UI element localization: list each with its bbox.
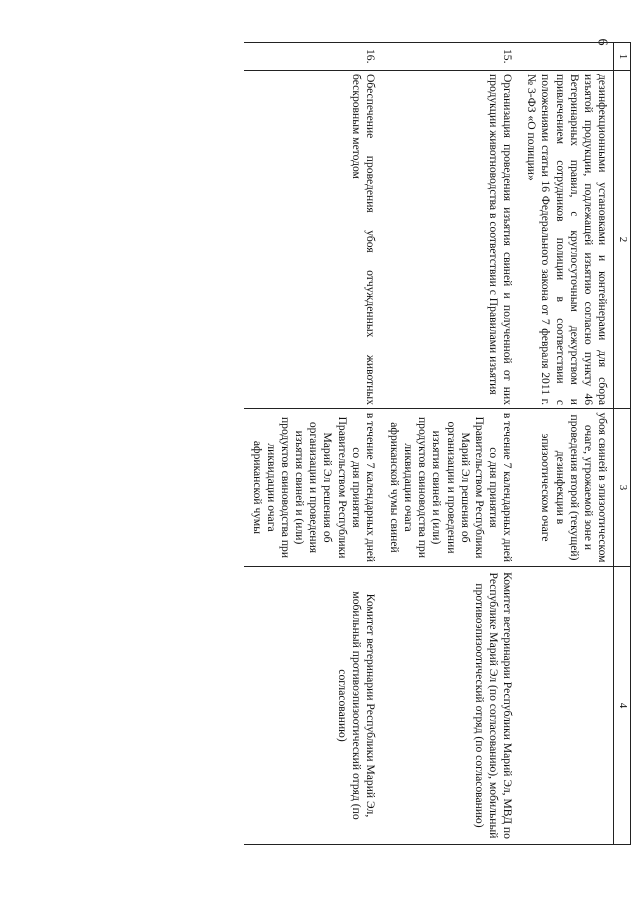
action-cell: Обеспечение проведения убоя отчужденных животных бескровным методом [244, 71, 381, 409]
table-header-row [614, 43, 631, 845]
deadline-cell: убоя свиней в эпизоотическом очаге, угрожаемой зоне и проведения второй (текущей) дезинфекции в эпизоотическом очаге [518, 409, 613, 567]
row-number: 15. [381, 43, 518, 71]
deadline-cell: в течение 7 календарных дней со дня принятия Правительством Республики Марий Эл решения об организации и проведения изъятия свиней и (или) продуктов свиноводства при ликвидации очага африканской чумы [244, 409, 381, 567]
responsible-cell: Комитет ветеринарии Республики Марий Эл, МВД по Республике Марий Эл (по согласованию), мобильный противоэпизоотический отряд (по согласованию) [381, 567, 518, 845]
table-row [381, 43, 518, 845]
table-row [244, 43, 381, 845]
table-row [518, 43, 613, 845]
column-header-3: 3 [614, 409, 631, 567]
measures-table [244, 42, 631, 845]
action-cell: Организация проведения изъятия свиней и полученной от них продукции животноводства в соответствии с Правилами изъятия [381, 71, 518, 409]
column-header-1: 1 [614, 43, 631, 71]
column-header-2: 2 [614, 71, 631, 409]
page-number: 6 [594, 38, 610, 46]
deadline-cell: в течение 7 календарных дней со дня принятия Правительством Республики Марий Эл решения об организации и проведении изъятия свиней и (или) продуктов свиноводства при ликвидации очага африканской чумы свиней [381, 409, 518, 567]
responsible-cell [518, 567, 613, 845]
action-cell: дезинфекционными установками и контейнерами для сбора изъятой продукции, подлежащей изъятию согласно пункту 46 Ветеринарных правил, с круглосуточным дежурством и привлечением сотрудников полиции в соответствии с положениями статьи 16 Федерального закона от 7 февраля 2011 г. № 3-ФЗ «О полиции» [518, 71, 613, 409]
row-number: 16. [244, 43, 381, 71]
document-table-container [119, 42, 631, 844]
column-header-4: 4 [614, 567, 631, 845]
row-number [518, 43, 613, 71]
responsible-cell: Комитет ветеринарии Республики Марий Эл, мобильный противоэпизоотический отряд (по согласованию) [244, 567, 381, 845]
